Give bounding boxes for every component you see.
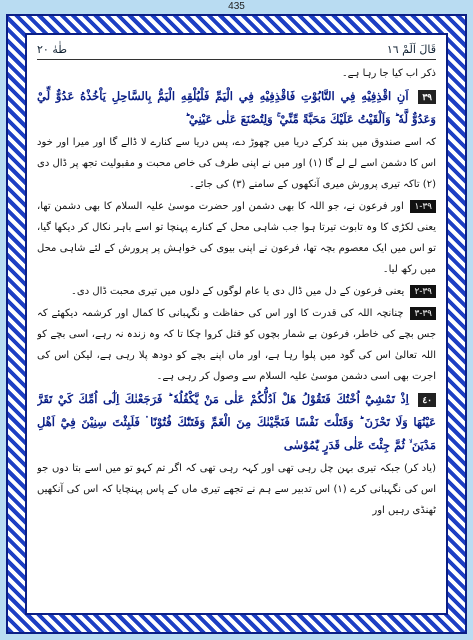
- arabic-verse: [37, 388, 436, 457]
- paragraph-text: اور فرعون نے، جو اللہ کا بھی دشمن اور حضرت موسیٰ علیہ السلام کا بھی دشمن تھا، یعنی لکڑی کا وہ تابوت تیرتا ہوا جب شاہی محل کے کنارے پہنچا تو اسے باہر نکال کر دیکھا گیا، تو اس میں ایک معصوم بچہ تھا، فرعون نے اپنی بیوی کی خواہش پر پرورش کے لئے شاہی محل میں رکھ لیا۔: [37, 201, 436, 275]
- verse-text: اَنِ اقْذِفِيْهِ فِي التَّابُوْتِ فَاقْذِفِيْهِ فِي الْيَمِّ فَلْيُلْقِهِ الْيَمُّ بِالسَّاحِلِ يَاْخُذْهُ عَدُوٌّ لِّيْ وَعَدُوٌّ لَّهٗ ؕ وَاَلْقَيْتُ عَلَيْكَ مَحَبَّةً مِّنِّيْ ۚ وَلِتُصْنَعَ عَلٰى عَيْنِيْ ؕ: [37, 89, 436, 126]
- urdu-commentary: [37, 196, 436, 280]
- verse-number-badge: ٣٩: [418, 90, 436, 104]
- urdu-commentary: [37, 281, 436, 302]
- paragraph-text: چنانچہ اللہ کی قدرت کا اور اس کی حفاظت و نگہبانی کا کمال اور کرشمہ دیکھئے کہ جس بچے کی خاطر، فرعون بے شمار بچوں کو قتل کروا چکا تا کہ وہ زندہ نہ رہے، اسی بچے کو اللہ تعالیٰ اس کی گود میں پلوا رہا ہے، اور ماں اپنے بچے کو دودھ پلا رہی ہے، لیکن اس کی اجرت بھی اسی دشمن موسیٰ علیہ السلام سے وصول کر رہی ہے۔: [37, 308, 436, 382]
- page-body: [25, 33, 448, 615]
- header-divider: [37, 59, 436, 60]
- verse-text: اِذْ تَمْشِيْٓ اُخْتُكَ فَتَقُوْلُ هَلْ اَدُلُّكُمْ عَلٰى مَنْ يَّكْفُلُهٗ ؕ فَرَجَعْنٰكَ اِلٰٓى اُمِّكَ كَيْ تَقَرَّ عَيْنُهَا وَلَا تَحْزَنَ ؕ وَقَتَلْتَ نَفْسًا فَنَجَّيْنٰكَ مِنَ الْغَمِّ وَفَتَنّٰكَ فُتُوْنًا ۬ فَلَبِثْتَ سِنِيْنَ فِيْٓ اَهْلِ مَدْيَنَ ۙ ثُمَّ جِئْتَ عَلٰى قَدَرٍ يّٰمُوْسٰى: [37, 392, 436, 452]
- paragraph-text: (یاد کر) جبکہ تیری بہن چل رہی تھی اور کہہ رہی تھی کہ اگر تم کہو تو میں اسے بتا دوں جو اس کی نگہبانی کرے (١) اس تدبیر سے ہم نے تجھے تیری ماں کے پاس پہنچایا کہ اس کی آنکھیں ٹھنڈی رہیں اور: [37, 463, 436, 516]
- note-number-badge: ٣٩-٣: [410, 307, 436, 320]
- page-content: [37, 63, 436, 607]
- arabic-verse: [37, 85, 436, 131]
- page-number: 435: [228, 1, 245, 12]
- header-juz-name: قَالَ اَلَمْ ١٦: [386, 43, 436, 56]
- urdu-commentary: [37, 303, 436, 387]
- urdu-translation: [37, 458, 436, 521]
- paragraph-text: کہ اسے صندوق میں بند کرکے دریا میں چھوڑ دے، پس دریا سے کنارے لا ڈالے گا اور میرا اور خود اس کا دشمن اسے لے لے گا (١) اور میں نے اپنی طرف کی خاص محبت و مقبولیت تجھ پر ڈال دی (٢) تاکہ تیری پرورش میری آنکھوں کے سامنے (٣) کی جائے۔: [37, 137, 436, 190]
- urdu-paragraph: [37, 63, 436, 84]
- page-header: [37, 43, 436, 59]
- decorative-page-border: [6, 14, 467, 634]
- note-number-badge: ٣٩-١: [410, 200, 436, 213]
- paragraph-text: یعنی فرعون کے دل میں ڈال دی یا عام لوگوں کے دلوں میں تیری محبت ڈال دی۔: [71, 286, 405, 297]
- note-number-badge: ٣٩-٢: [410, 285, 436, 298]
- paragraph-text: ذکر اب کیا جا رہا ہے۔: [341, 68, 436, 79]
- header-surah-name: طٰهٰ ٢٠: [37, 43, 67, 56]
- urdu-translation: [37, 132, 436, 195]
- verse-number-badge: ٤٠: [418, 393, 436, 407]
